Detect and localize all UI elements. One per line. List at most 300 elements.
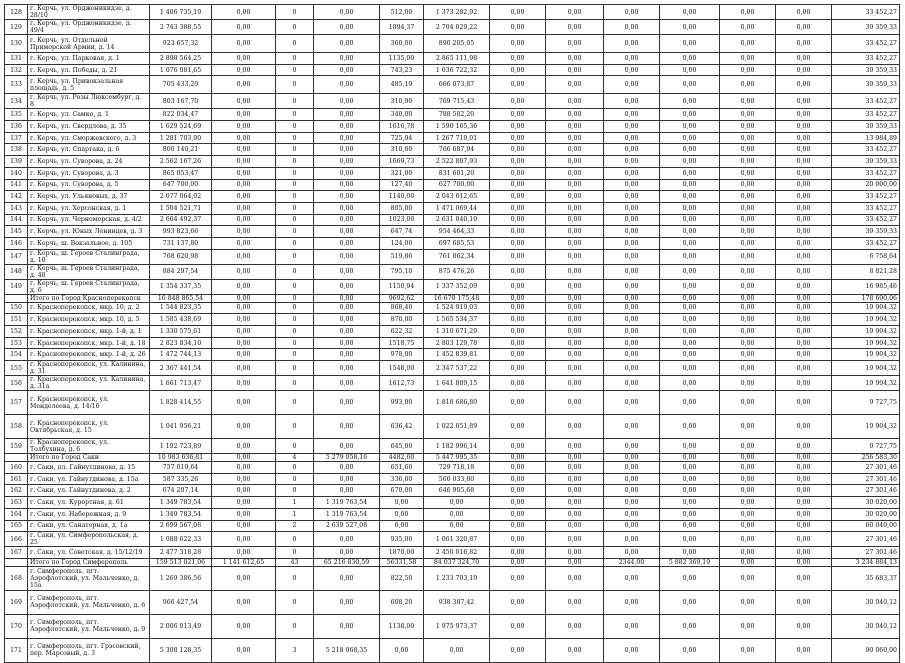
cell-area-col: 1616,78	[380, 121, 424, 133]
cell-address: г. Керчь, ул. Суворова, д. 5	[28, 179, 150, 191]
cell-total-cost: 1 281 703,90	[150, 132, 212, 144]
cell-count-col: 0	[276, 94, 314, 109]
cell-cost-col-12: 0,00	[776, 590, 832, 614]
cell-count-col: 0	[276, 314, 314, 326]
cell-row-number: 139	[5, 156, 28, 168]
cell-area-col-9: 0,00	[604, 326, 660, 338]
cell-row-number: 141	[5, 179, 28, 191]
cell-cost-col-8: 0,00	[546, 214, 604, 226]
table-row	[5, 132, 900, 144]
cell-count-col: 0	[276, 214, 314, 226]
cell-cost-col-11: 0,00	[720, 508, 776, 520]
cell-area-col-9: 0,00	[604, 35, 660, 53]
cell-row-number: 152	[5, 326, 28, 338]
cell-cost-col-12: 0,00	[776, 237, 832, 249]
cell-area-col-9: 0,00	[604, 76, 660, 94]
cell-cost-col-8: 0,00	[546, 558, 604, 566]
cell-address: г. Симферополь, пгт. Аэрофлотский, ул. Мальченко, д. 9	[28, 614, 150, 638]
cell-address: г. Керчь, ул. Свердлова, д. 35	[28, 121, 150, 133]
cell-cost-col-13: 33 452,27	[832, 144, 900, 156]
cell-cost-col-2: 0,00	[212, 249, 276, 264]
cell-cost-col-13: 33 452,27	[832, 94, 900, 109]
table-row	[5, 349, 900, 361]
cell-cost-col-13: 33 452,27	[832, 167, 900, 179]
cell-total-cost: 2 664 492,37	[150, 214, 212, 226]
cell-cost-col-8: 0,00	[546, 314, 604, 326]
cell-count-col: 0	[276, 249, 314, 264]
cell-area-col-9: 0,00	[604, 214, 660, 226]
cell-cost-col-13: 8 821,28	[832, 264, 900, 279]
cell-cost-col-12: 0,00	[776, 132, 832, 144]
cell-cost-col-11: 0,00	[720, 314, 776, 326]
cell-area-col-9: 0,00	[604, 53, 660, 65]
cell-cost-col-12: 0,00	[776, 558, 832, 566]
cell-cost-col-8: 0,00	[546, 76, 604, 94]
cell-area-col-9: 0,00	[604, 64, 660, 76]
cell-cost-col-10: 0,00	[660, 144, 720, 156]
cell-cost-col-2: 0,00	[212, 35, 276, 53]
cell-cost-col-2: 0,00	[212, 314, 276, 326]
cell-cost-col-12: 0,00	[776, 249, 832, 264]
cell-address: г. Красноперекопск, мкр. 10, д. 2	[28, 302, 150, 314]
cell-cost-col-12: 0,00	[776, 638, 832, 662]
cell-row-number: 144	[5, 214, 28, 226]
cell-cost-col-12: 0,00	[776, 35, 832, 53]
cell-cost-col-6: 1 373 282,92	[424, 5, 490, 20]
cell-area-col-9: 0,00	[604, 156, 660, 168]
cell-address: г. Красноперекопск, мкр. 10, д. 5	[28, 314, 150, 326]
cell-cost-col-6: 1 022 051,89	[424, 415, 490, 439]
cell-total-cost: 1 472 744,13	[150, 349, 212, 361]
cell-cost-col-8: 0,00	[546, 179, 604, 191]
cell-cost-col-6: 875 476,26	[424, 264, 490, 279]
cell-address: г. Симферополь, пгт. Аэрофлотский, ул. Мальченко, д. 6	[28, 590, 150, 614]
cell-address: г. Симферополь, пгт. Аэрофлотский, ул. Мальченко, д. 15а	[28, 566, 150, 590]
cell-cost-col-10: 0,00	[660, 532, 720, 547]
cell-cost-col-11: 0,00	[720, 302, 776, 314]
cell-cost-col-12: 0,00	[776, 109, 832, 121]
cell-cost-col-8: 0,00	[546, 391, 604, 415]
cell-count-col: 0	[276, 20, 314, 35]
cell-cost-col-4: 5 279 058,16	[314, 454, 380, 462]
cell-row-number: 132	[5, 64, 28, 76]
cell-cost-col-2: 0,00	[212, 226, 276, 238]
cell-address: г. Керчь, ул. Ульяновых, д. 37	[28, 191, 150, 203]
cell-cost-col-2: 0,00	[212, 237, 276, 249]
cell-area-col: 645,00	[380, 439, 424, 454]
cell-address: г. Керчь, ул. Херсонская, д. 1	[28, 202, 150, 214]
cell-cost-col-10: 0,00	[660, 109, 720, 121]
cell-area-col: 9692,62	[380, 294, 424, 302]
cell-cost-col-4: 0,00	[314, 473, 380, 485]
cell-cost-col-8: 0,00	[546, 167, 604, 179]
cell-cost-col-13: 35 683,37	[832, 566, 900, 590]
cell-cost-col-13: 90 060,00	[832, 638, 900, 662]
cell-count-col: 0	[276, 179, 314, 191]
cell-cost-col-12: 0,00	[776, 439, 832, 454]
cell-total-cost: 1 269 386,56	[150, 566, 212, 590]
cell-cost-col-6: 2 865 111,98	[424, 53, 490, 65]
cell-cost-col-11: 0,00	[720, 121, 776, 133]
table-row	[5, 144, 900, 156]
cell-total-cost: 1 088 622,33	[150, 532, 212, 547]
cell-area-col: 978,00	[380, 349, 424, 361]
cell-cost-col-7: 0,00	[490, 614, 546, 638]
cell-count-col: 0	[276, 156, 314, 168]
cell-count-col: 0	[276, 473, 314, 485]
cell-cost-col-6: 831 601,20	[424, 167, 490, 179]
cell-address: г. Саки, пл. Гайнутдинова, д. 15	[28, 462, 150, 474]
cell-cost-col-12: 0,00	[776, 264, 832, 279]
cell-cost-col-13: 27 301,46	[832, 473, 900, 485]
cell-cost-col-13: 39 359,33	[832, 226, 900, 238]
cell-area-col-9: 0,00	[604, 20, 660, 35]
cell-cost-col-8: 0,00	[546, 337, 604, 349]
cell-cost-col-6: 697 685,53	[424, 237, 490, 249]
cell-cost-col-8: 0,00	[546, 279, 604, 294]
cell-area-col-9: 0,00	[604, 532, 660, 547]
cell-row-number	[5, 294, 28, 302]
cell-cost-col-7: 0,00	[490, 349, 546, 361]
table-row	[5, 337, 900, 349]
cell-area-col: 795,10	[380, 264, 424, 279]
cell-cost-col-7: 0,00	[490, 376, 546, 391]
cell-cost-col-7: 0,00	[490, 35, 546, 53]
cell-cost-col-8: 0,00	[546, 520, 604, 532]
cell-cost-col-13: 13 984,89	[832, 132, 900, 144]
cell-cost-col-7: 0,00	[490, 121, 546, 133]
cell-cost-col-4: 0,00	[314, 35, 380, 53]
cell-cost-col-7: 0,00	[490, 53, 546, 65]
cell-cost-col-6: 0,00	[424, 497, 490, 509]
cell-cost-col-10: 0,00	[660, 294, 720, 302]
cell-count-col: 0	[276, 76, 314, 94]
cell-area-col-9: 0,00	[604, 547, 660, 559]
cell-cost-col-8: 0,00	[546, 590, 604, 614]
cell-cost-col-8: 0,00	[546, 191, 604, 203]
cell-row-number	[5, 454, 28, 462]
cell-cost-col-6: 1 524 919,03	[424, 302, 490, 314]
cell-cost-col-10: 0,00	[660, 326, 720, 338]
cell-cost-col-12: 0,00	[776, 361, 832, 376]
cell-area-col: 4482,60	[380, 454, 424, 462]
cell-cost-col-4: 0,00	[314, 202, 380, 214]
cell-cost-col-8: 0,00	[546, 532, 604, 547]
cell-area-col: 670,00	[380, 485, 424, 497]
cell-cost-col-2: 0,00	[212, 485, 276, 497]
cell-address: г. Красноперекопск, ул. Калинина, д. 31	[28, 361, 150, 376]
cell-cost-col-13: 39 359,33	[832, 20, 900, 35]
cell-cost-col-11: 0,00	[720, 326, 776, 338]
cell-area-col-9: 0,00	[604, 294, 660, 302]
cell-area-col: 608,20	[380, 590, 424, 614]
cell-cost-col-10: 0,00	[660, 361, 720, 376]
cell-cost-col-2: 0,00	[212, 214, 276, 226]
cell-cost-col-13: 9 727,75	[832, 391, 900, 415]
cell-row-number: 160	[5, 462, 28, 474]
cell-row-number: 130	[5, 35, 28, 53]
cell-cost-col-7: 0,00	[490, 462, 546, 474]
cell-area-col-9: 0,00	[604, 132, 660, 144]
cell-cost-col-6: 1 233 703,19	[424, 566, 490, 590]
cell-address: г. Керчь, ул. Привокзальная площадь, д. 5	[28, 76, 150, 94]
cell-area-col-9: 0,00	[604, 508, 660, 520]
cell-count-col: 0	[276, 279, 314, 294]
table-row	[5, 376, 900, 391]
cell-cost-col-11: 0,00	[720, 361, 776, 376]
cell-cost-col-7: 0,00	[490, 566, 546, 590]
cell-cost-col-10: 0,00	[660, 590, 720, 614]
cell-cost-col-10: 0,00	[660, 349, 720, 361]
cell-cost-col-2: 0,00	[212, 179, 276, 191]
cell-row-number: 137	[5, 132, 28, 144]
cell-cost-col-7: 0,00	[490, 638, 546, 662]
cell-cost-col-11: 0,00	[720, 264, 776, 279]
cell-cost-col-13: 30 040,12	[832, 590, 900, 614]
cell-address: г. Красноперекопск, мкр. 1-й, д. 18	[28, 337, 150, 349]
cell-cost-col-7: 0,00	[490, 337, 546, 349]
cell-cost-col-6: 766 687,94	[424, 144, 490, 156]
cell-area-col: 127,40	[380, 179, 424, 191]
cell-cost-col-10: 0,00	[660, 497, 720, 509]
cell-cost-col-4: 0,00	[314, 5, 380, 20]
cell-address: г. Керчь, ул. Сморжевского, д. 3	[28, 132, 150, 144]
cell-cost-col-8: 0,00	[546, 53, 604, 65]
cell-area-col: 485,19	[380, 76, 424, 94]
cell-cost-col-6: 2 803 129,78	[424, 337, 490, 349]
cell-cost-col-11: 0,00	[720, 391, 776, 415]
cell-area-col-9: 0,00	[604, 144, 660, 156]
cell-cost-col-7: 0,00	[490, 520, 546, 532]
cell-total-cost: 2 898 564,25	[150, 53, 212, 65]
cell-area-col: 868,40	[380, 302, 424, 314]
cell-total-cost: 1 661 713,47	[150, 376, 212, 391]
cell-cost-col-11: 0,00	[720, 462, 776, 474]
cell-row-number: 147	[5, 249, 28, 264]
cell-area-col-9: 0,00	[604, 520, 660, 532]
cell-cost-col-7: 0,00	[490, 179, 546, 191]
cell-cost-col-4: 0,00	[314, 156, 380, 168]
cell-total-cost: 1 828 414,55	[150, 391, 212, 415]
cell-cost-col-7: 0,00	[490, 391, 546, 415]
cell-cost-col-13: 19 904,32	[832, 302, 900, 314]
cell-cost-col-7: 0,00	[490, 264, 546, 279]
cell-total-cost: 1 330 575,61	[150, 326, 212, 338]
cell-cost-col-2: 0,00	[212, 462, 276, 474]
cell-cost-col-11: 0,00	[720, 35, 776, 53]
cell-area-col-9: 0,00	[604, 191, 660, 203]
cell-cost-col-4: 0,00	[314, 20, 380, 35]
cell-cost-col-10: 0,00	[660, 376, 720, 391]
cell-cost-col-4: 0,00	[314, 226, 380, 238]
cell-total-cost: 865 053,47	[150, 167, 212, 179]
cell-cost-col-13: 19 904,32	[832, 349, 900, 361]
cell-cost-col-8: 0,00	[546, 202, 604, 214]
cell-cost-col-10: 0,00	[660, 391, 720, 415]
cell-count-col: 0	[276, 53, 314, 65]
cell-cost-col-13: 19 904,32	[832, 361, 900, 376]
cell-cost-col-11: 0,00	[720, 144, 776, 156]
cell-area-col-9: 0,00	[604, 462, 660, 474]
cell-cost-col-13: 16 985,46	[832, 279, 900, 294]
table-row	[5, 5, 900, 20]
cell-cost-col-2: 0,00	[212, 326, 276, 338]
cell-cost-col-7: 0,00	[490, 485, 546, 497]
cell-total-cost: 1 349 783,54	[150, 508, 212, 520]
cell-cost-col-12: 0,00	[776, 349, 832, 361]
cell-cost-col-12: 0,00	[776, 547, 832, 559]
cell-address: г. Керчь, ш. Героев Сталинграда, д. 6	[28, 279, 150, 294]
cell-area-col-9: 0,00	[604, 5, 660, 20]
cell-row-number: 154	[5, 349, 28, 361]
cell-count-col: 0	[276, 614, 314, 638]
cell-row-number: 167	[5, 547, 28, 559]
cell-total-cost: 2 699 567,08	[150, 520, 212, 532]
cell-cost-col-2: 0,00	[212, 264, 276, 279]
cell-cost-col-8: 0,00	[546, 326, 604, 338]
cell-cost-col-4: 0,00	[314, 179, 380, 191]
cell-cost-col-2: 0,00	[212, 167, 276, 179]
cell-cost-col-10: 0,00	[660, 314, 720, 326]
cell-row-number: 165	[5, 520, 28, 532]
cell-count-col: 1	[276, 508, 314, 520]
cell-cost-col-7: 0,00	[490, 202, 546, 214]
cell-area-col: 622,32	[380, 326, 424, 338]
cell-cost-col-10: 0,00	[660, 94, 720, 109]
cell-row-number: 151	[5, 314, 28, 326]
cell-count-col: 0	[276, 391, 314, 415]
cell-total-cost: 2 006 013,49	[150, 614, 212, 638]
cell-cost-col-11: 0,00	[720, 638, 776, 662]
cell-cost-col-8: 0,00	[546, 64, 604, 76]
cell-cost-col-12: 0,00	[776, 53, 832, 65]
cell-cost-col-7: 0,00	[490, 532, 546, 547]
cell-cost-col-8: 0,00	[546, 5, 604, 20]
cell-cost-col-4: 0,00	[314, 349, 380, 361]
cell-row-number: 163	[5, 497, 28, 509]
cell-cost-col-4: 5 218 068,35	[314, 638, 380, 662]
cell-cost-col-11: 0,00	[720, 520, 776, 532]
cell-cost-col-6: 1 818 686,80	[424, 391, 490, 415]
table-row	[5, 473, 900, 485]
cell-cost-col-4: 0,00	[314, 279, 380, 294]
cell-count-col: 0	[276, 485, 314, 497]
cell-cost-col-6: 1 310 671,29	[424, 326, 490, 338]
cell-total-cost: 10 983 636,81	[150, 454, 212, 462]
cell-count-col: 0	[276, 64, 314, 76]
cell-area-col: 993,00	[380, 391, 424, 415]
cell-cost-col-2: 0,00	[212, 279, 276, 294]
cell-count-col: 0	[276, 264, 314, 279]
table-row	[5, 237, 900, 249]
cell-address: г. Саки, ул. Курортная, д. 61	[28, 497, 150, 509]
cell-cost-col-7: 0,00	[490, 214, 546, 226]
cell-cost-col-8: 0,00	[546, 249, 604, 264]
cell-cost-col-8: 0,00	[546, 547, 604, 559]
cell-area-col-9: 0,00	[604, 361, 660, 376]
cell-cost-col-10: 0,00	[660, 614, 720, 638]
cell-cost-col-6: 1 471 069,44	[424, 202, 490, 214]
cell-cost-col-4: 0,00	[314, 249, 380, 264]
cell-cost-col-13: 39 359,33	[832, 76, 900, 94]
cell-total-cost: 5 308 128,35	[150, 638, 212, 662]
cell-cost-col-8: 0,00	[546, 462, 604, 474]
cell-cost-col-12: 0,00	[776, 191, 832, 203]
cell-area-col: 725,94	[380, 132, 424, 144]
cell-area-col: 519,86	[380, 249, 424, 264]
cell-row-number: 169	[5, 590, 28, 614]
table-row	[5, 156, 900, 168]
cell-cost-col-12: 0,00	[776, 391, 832, 415]
cell-cost-col-10: 0,00	[660, 249, 720, 264]
cell-cost-col-11: 0,00	[720, 337, 776, 349]
cell-cost-col-10: 0,00	[660, 279, 720, 294]
cell-cost-col-4: 0,00	[314, 76, 380, 94]
cell-cost-col-6: 666 073,87	[424, 76, 490, 94]
cell-address: г. Симферополь, пгт. Грэсовский, пер. Марсовый, д. 3	[28, 638, 150, 662]
cell-area-col: 512,00	[380, 5, 424, 20]
cell-cost-col-13: 39 359,33	[832, 156, 900, 168]
cell-cost-col-2: 0,00	[212, 566, 276, 590]
cell-cost-col-10: 0,00	[660, 415, 720, 439]
cell-cost-col-4: 0,00	[314, 121, 380, 133]
cell-total-cost: 2 477 318,28	[150, 547, 212, 559]
cell-cost-col-7: 0,00	[490, 237, 546, 249]
cell-cost-col-11: 0,00	[720, 547, 776, 559]
cell-cost-col-8: 0,00	[546, 376, 604, 391]
cell-cost-col-4: 0,00	[314, 337, 380, 349]
cell-row-number: 149	[5, 279, 28, 294]
cell-count-col: 0	[276, 226, 314, 238]
cell-area-col-9: 0,00	[604, 314, 660, 326]
cell-cost-col-8: 0,00	[546, 638, 604, 662]
cell-cost-col-10: 0,00	[660, 462, 720, 474]
cell-cost-col-2: 0,00	[212, 202, 276, 214]
cell-address: г. Керчь, ул. Юных Ленинцев, д. 3	[28, 226, 150, 238]
cell-cost-col-4: 0,00	[314, 376, 380, 391]
cell-cost-col-11: 0,00	[720, 415, 776, 439]
cell-cost-col-2: 0,00	[212, 638, 276, 662]
cell-cost-col-8: 0,00	[546, 144, 604, 156]
cell-row-number: 138	[5, 144, 28, 156]
document-sheet	[4, 4, 899, 658]
cell-address: г. Керчь, ул. Суворова, д. 24	[28, 156, 150, 168]
cell-area-col: 805,00	[380, 202, 424, 214]
cell-cost-col-6: 1 565 534,37	[424, 314, 490, 326]
cell-cost-col-2: 0,00	[212, 144, 276, 156]
cell-count-col: 1	[276, 497, 314, 509]
cell-area-col-9: 0,00	[604, 497, 660, 509]
cell-cost-col-13: 33 452,27	[832, 237, 900, 249]
cell-row-number: 157	[5, 391, 28, 415]
cell-cost-col-2: 0,00	[212, 454, 276, 462]
cell-cost-col-13: 30 020,00	[832, 497, 900, 509]
table-row	[5, 590, 900, 614]
cell-count-col: 2	[276, 520, 314, 532]
cell-address: г. Керчь, ш. Героев Сталинграда, д. 10	[28, 249, 150, 264]
cell-cost-col-2: 0,00	[212, 439, 276, 454]
cell-row-number: 158	[5, 415, 28, 439]
cell-cost-col-13: 6 758,64	[832, 249, 900, 264]
cell-cost-col-4: 0,00	[314, 132, 380, 144]
cell-area-col: 1612,73	[380, 376, 424, 391]
cell-cost-col-12: 0,00	[776, 532, 832, 547]
table-row-total	[5, 558, 900, 566]
cell-cost-col-6: 627 700,00	[424, 179, 490, 191]
cell-area-col: 743,23	[380, 64, 424, 76]
cell-area-col-9: 0,00	[604, 415, 660, 439]
cell-cost-col-2: 0,00	[212, 64, 276, 76]
